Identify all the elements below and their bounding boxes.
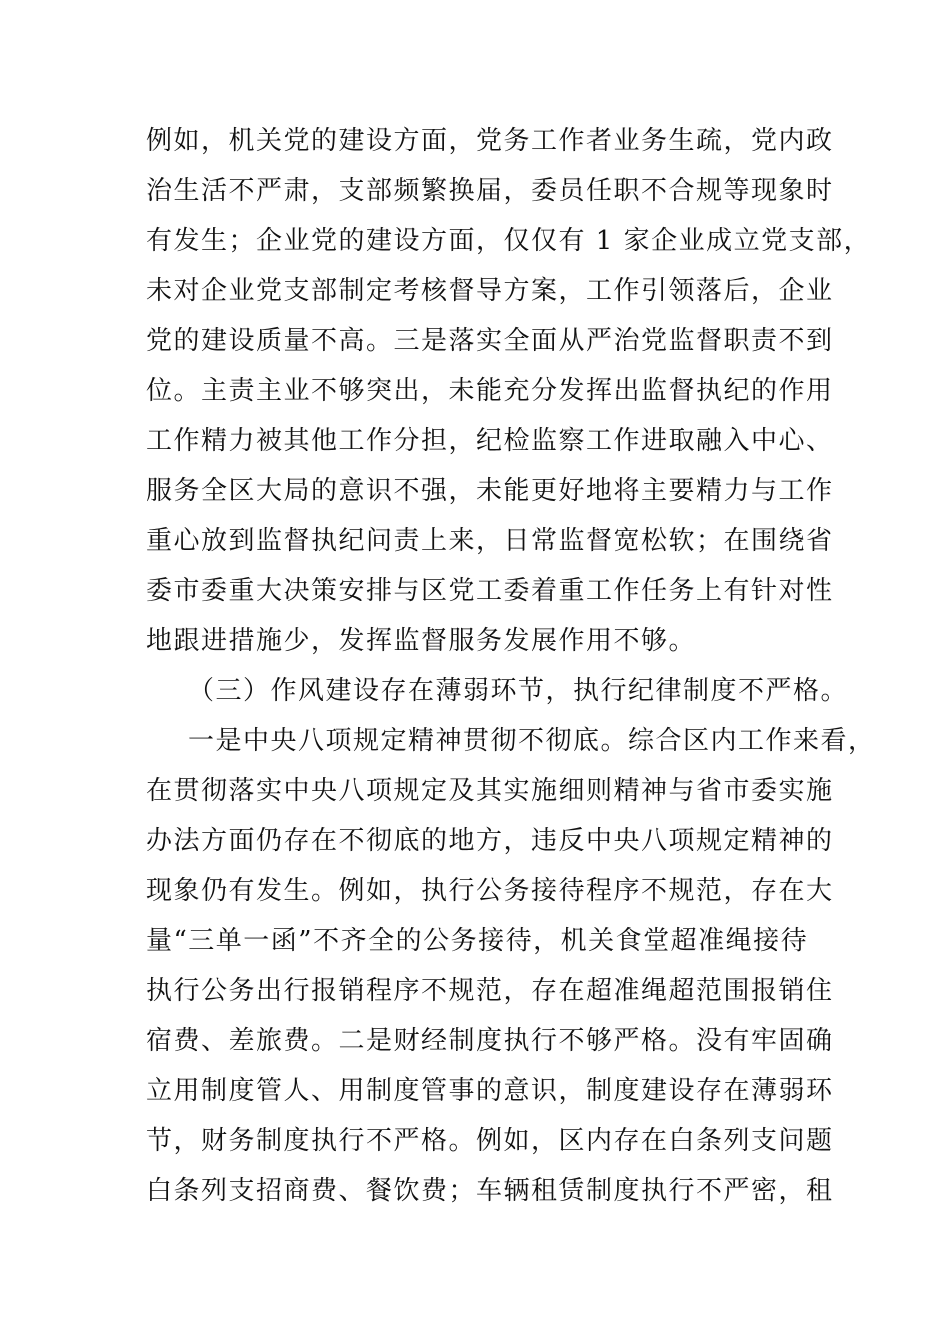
text-line: 节，财务制度执行不严格。例如，区内存在白条列支问题 [146,1126,834,1156]
text-line: 党的建设质量不高。三是落实全面从严治党监督职责不到 [146,326,834,356]
text-line: 现象仍有发生。例如，执行公务接待程序不规范，存在大 [146,876,834,906]
text-line: 办法方面仍存在不彻底的地方，违反中央八项规定精神的 [146,826,834,856]
text-line: 治生活不严肃，支部频繁换届，委员任职不合规等现象时 [146,176,834,206]
text-line: 有发生；企业党的建设方面，仅仅有 1 家企业成立党支部， [146,226,872,256]
text-line: 宿费、差旅费。二是财经制度执行不够严格。没有牢固确 [146,1026,834,1056]
text-line: 未对企业党支部制定考核督导方案，工作引领落后，企业 [146,276,834,306]
text-line: 工作精力被其他工作分担，纪检监察工作进取融入中心、 [146,426,834,456]
text-line: 位。主责主业不够突出，未能充分发挥出监督执纪的作用 [146,376,834,406]
text-line: 例如，机关党的建设方面，党务工作者业务生疏，党内政 [146,126,834,156]
text-line: 立用制度管人、用制度管事的意识，制度建设存在薄弱环 [146,1076,834,1106]
text-line: 地跟进措施少，发挥监督服务发展作用不够。 [146,626,697,656]
text-line: 量“三单一函”不齐全的公务接待，机关食堂超准绳接待 [146,926,809,956]
text-line: 委市委重大决策安排与区党工委着重工作任务上有针对性 [146,576,834,606]
text-line: 服务全区大局的意识不强，未能更好地将主要精力与工作 [146,476,834,506]
text-line: 重心放到监督执纪问责上来，日常监督宽松软；在围绕省 [146,526,834,556]
text-line: 白条列支招商费、餐饮费；车辆租赁制度执行不严密，租 [146,1176,834,1206]
text-line: 一是中央八项规定精神贯彻不彻底。综合区内工作来看， [188,726,876,756]
text-line: 在贯彻落实中央八项规定及其实施细则精神与省市委实施 [146,776,834,806]
section-heading: （三）作风建设存在薄弱环节，执行纪律制度不严格。 [188,676,849,706]
text-line: 执行公务出行报销程序不规范，存在超准绳超范围报销住 [146,976,834,1006]
